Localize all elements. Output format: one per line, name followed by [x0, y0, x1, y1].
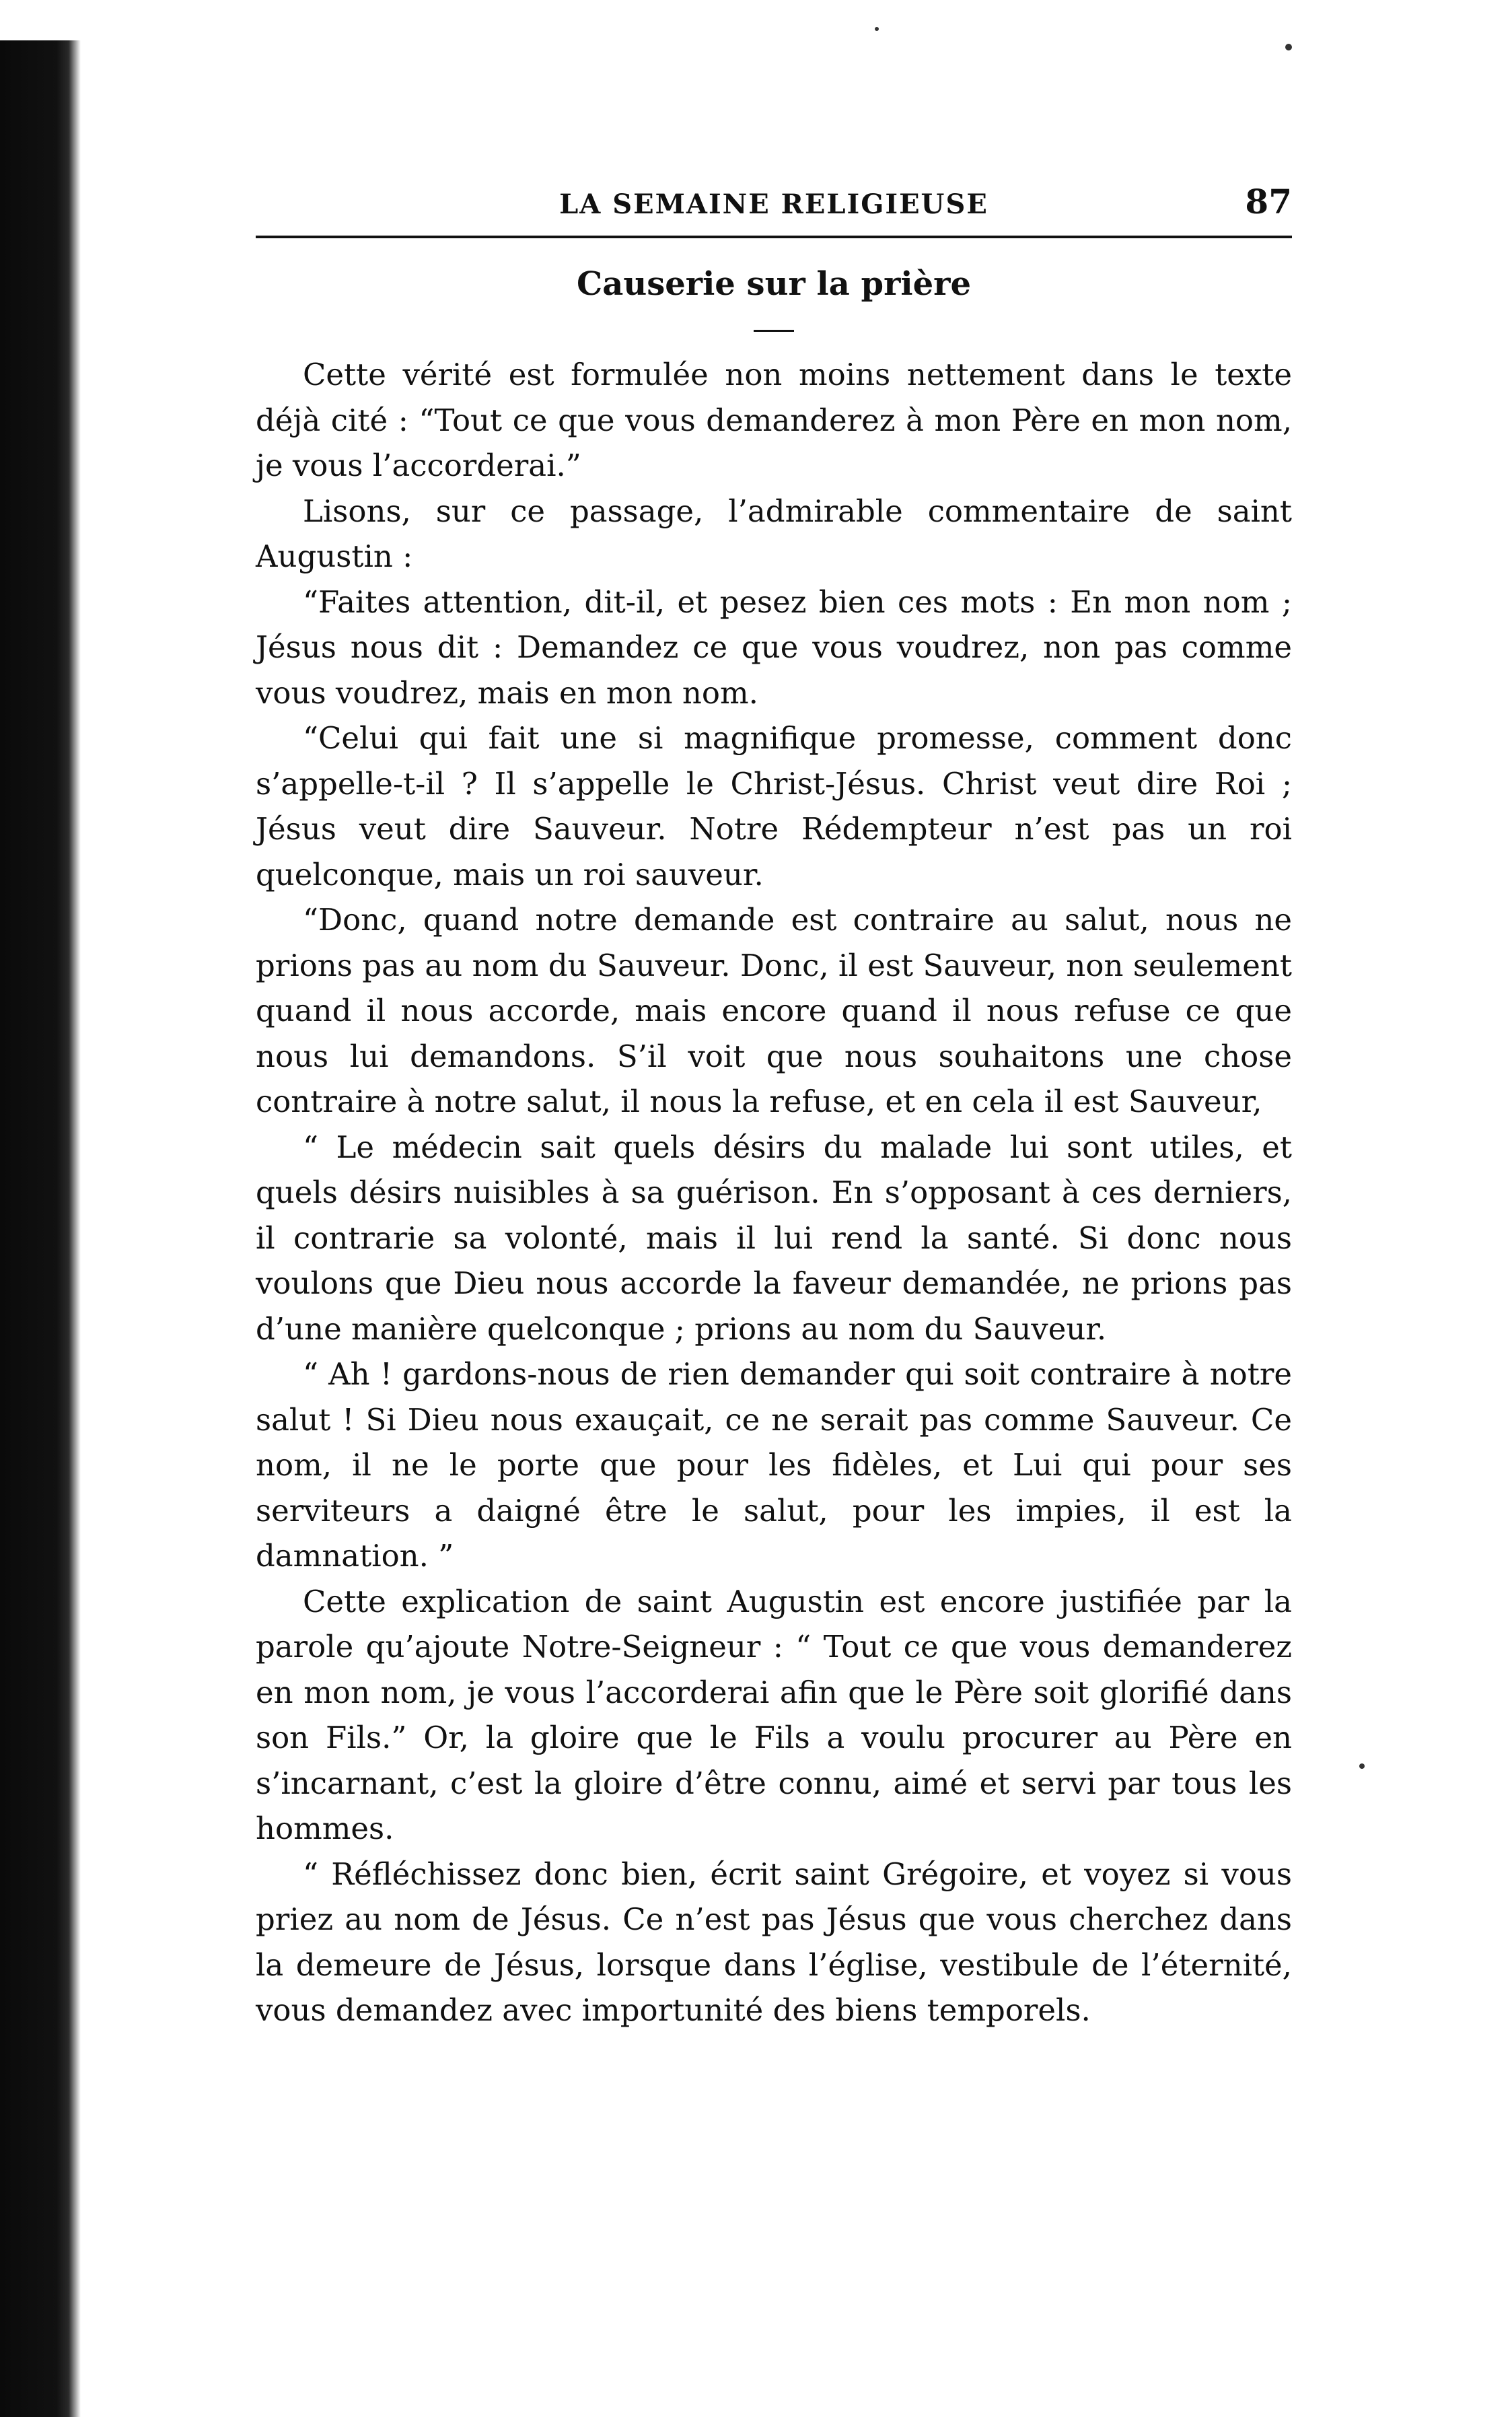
title-rule [754, 330, 794, 332]
paragraph: Lisons, sur ce passage, l’admirable commentaire de saint Augustin : [256, 493, 1292, 574]
section-title: Causerie sur la prière [577, 265, 971, 303]
page-number: 87 [1245, 182, 1292, 221]
speck-mark [1285, 44, 1292, 50]
paragraph: “ Ah ! gardons-nous de rien demander qui soit contraire à notre salut ! Si Dieu nous exauçait, ce ne serait pas comme Sauveur. Ce nom, il ne le porte que pour les fidèles, et Lui qui pour ses serviteurs a daigné être le salut, pour les impies, il est la damnation. ” [256, 1356, 1292, 1574]
running-title: LA SEMAINE RELIGIEUSE [559, 188, 988, 220]
running-head [256, 182, 1292, 238]
speck-mark [1359, 1763, 1365, 1769]
speck-mark [875, 27, 879, 31]
paragraph: “ Réfléchissez donc bien, écrit saint Grégoire, et voyez si vous priez au nom de Jésus. Ce n’est pas Jésus que vous cherchez dans la demeure de Jésus, lorsque dans l’église, vestibule de l’éternité, vous demandez avec importunité des biens temporels. [256, 1856, 1292, 2028]
paragraph: “ Le médecin sait quels désirs du malade lui sont utiles, et quels désirs nuisibles à sa guérison. En s’opposant à ces derniers, il contrarie sa volonté, mais il lui rend la santé. Si donc nous voulons que Dieu nous accorde la faveur demandée, ne prions pas d’une manière quelconque ; prions au nom du Sauveur. [256, 1129, 1292, 1347]
book-page [256, 182, 1292, 2033]
paragraph: Cette vérité est formulée non moins nettement dans le texte déjà cité : “Tout ce que vous demanderez à mon Père en mon nom, je vous l’accorderai.” [256, 357, 1292, 483]
body-text [256, 352, 1292, 2033]
paragraph: “Donc, quand notre demande est contraire au salut, nous ne prions pas au nom du Sauveur. Donc, il est Sauveur, non seulement quand il nous accorde, mais encore quand il nous refuse ce que nous lui demandons. S’il voit que nous souhaitons une chose contraire à notre salut, il nous la refuse, et en cela il est Sauveur, [256, 902, 1292, 1119]
book-spine-shadow [0, 40, 81, 2417]
paragraph: “Celui qui fait une si magnifique promesse, comment donc s’appelle-t-il ? Il s’appelle le Christ-Jésus. Christ veut dire Roi ; Jésus veut dire Sauveur. Notre Rédempteur n’est pas un roi quelconque, mais un roi sauveur. [256, 720, 1292, 892]
paragraph: Cette explication de saint Augustin est encore justifiée par la parole qu’ajoute Notre-Seigneur : “ Tout ce que vous demanderez en mon nom, je vous l’accorderai afin que le Père soit glorifié dans son Fils.” Or, la gloire que le Fils a voulu procurer au Père en s’incarnant, c’est la gloire d’être connu, aimé et servi par tous les hommes. [256, 1583, 1292, 1846]
paragraph: “Faites attention, dit-il, et pesez bien ces mots : En mon nom ; Jésus nous dit : Demandez ce que vous voudrez, non pas comme vous voudrez, mais en mon nom. [256, 584, 1292, 711]
